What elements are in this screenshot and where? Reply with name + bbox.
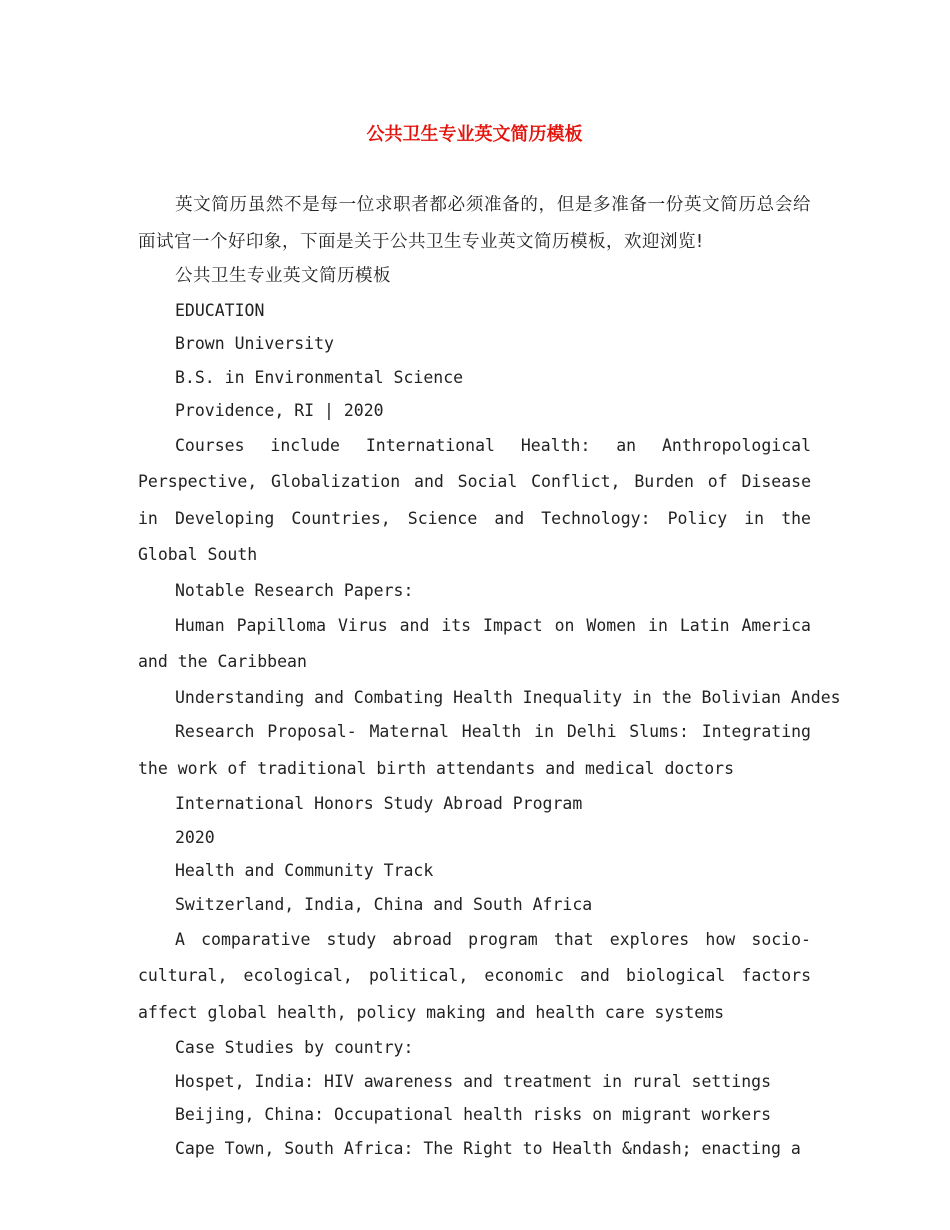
program-track: Health and Community Track xyxy=(175,861,434,881)
research-paper-item: Understanding and Combating Health Inequality in the Bolivian Andes xyxy=(175,687,841,707)
university-location-year: Providence, RI | 2020 xyxy=(175,401,384,421)
research-paper-item: Human Papilloma Virus and its Impact on Women in Latin America and the Caribbean xyxy=(138,615,811,672)
program-description: A comparative study abroad program that explores how socio-cultural, ecological, political, economic and biological factors affect global health, policy making and health care systems xyxy=(138,929,811,1022)
section-heading-cn: 公共卫生专业英文简历模板 xyxy=(175,266,391,286)
degree: B.S. in Environmental Science xyxy=(175,367,464,387)
research-papers-heading: Notable Research Papers: xyxy=(175,580,414,600)
case-study-item: Cape Town, South Africa: The Right to Health &ndash; enacting a xyxy=(175,1138,801,1158)
research-proposal-item: Research Proposal- Maternal Health in Delhi Slums: Integrating the work of traditional birth attendants and medical doctors xyxy=(138,722,811,778)
document-title: 公共卫生专业英文简历模板 xyxy=(366,124,583,145)
program-name: International Honors Study Abroad Program xyxy=(175,794,583,814)
document-body xyxy=(138,187,841,1165)
intro-paragraph: 英文简历虽然不是每一位求职者都必须准备的，但是多准备一份英文简历总会给面试官一个好印象，下面是关于公共卫生专业英文简历模板，欢迎浏览! xyxy=(138,195,811,252)
program-year: 2020 xyxy=(175,827,215,847)
case-studies-heading: Case Studies by country: xyxy=(175,1038,414,1058)
university-name: Brown University xyxy=(175,334,334,354)
case-study-item: Hospet, India: HIV awareness and treatment in rural settings xyxy=(175,1071,772,1091)
courses-paragraph: Courses include International Health: an Anthropological Perspective, Globalization and Social Conflict, Burden of Disease in Developing Countries, Science and Technology: Policy in the Global South xyxy=(138,435,811,565)
program-countries: Switzerland, India, China and South Africa xyxy=(175,894,593,914)
case-study-item: Beijing, China: Occupational health risks on migrant workers xyxy=(175,1105,772,1125)
document-page xyxy=(138,0,841,1230)
education-heading: EDUCATION xyxy=(175,300,265,320)
